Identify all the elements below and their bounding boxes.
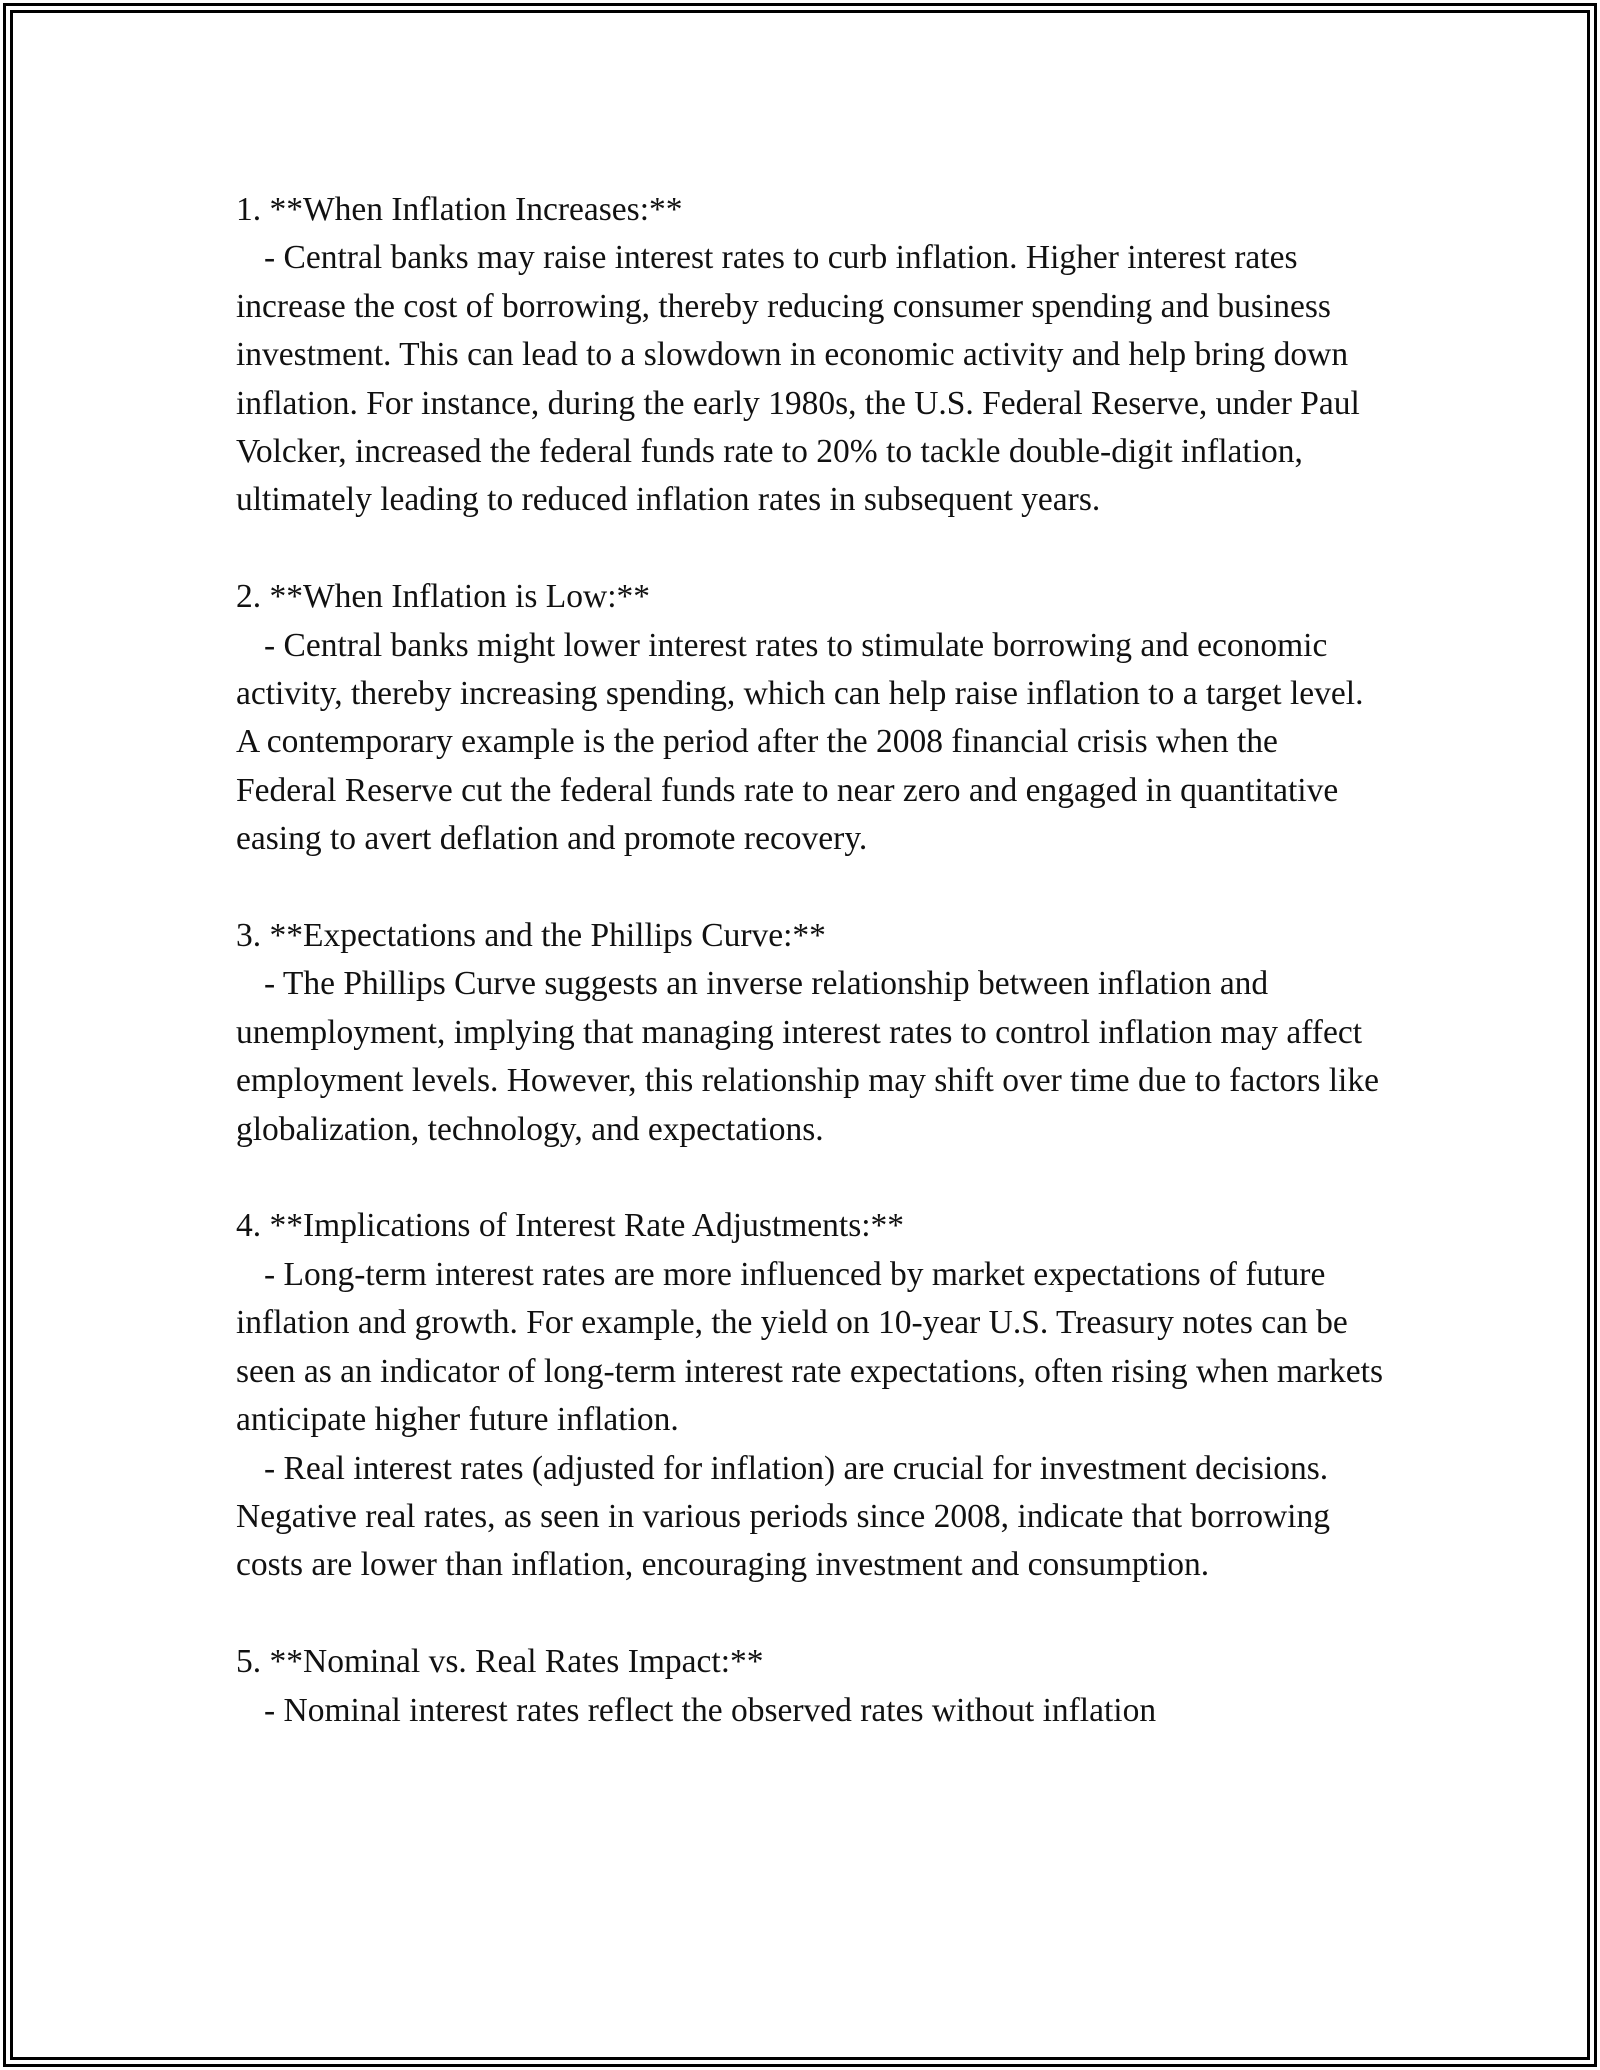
section-heading: 3. **Expectations and the Phillips Curve:** [236, 917, 826, 955]
section-body [236, 1251, 1386, 1590]
section-body [236, 622, 1386, 864]
section-heading: 1. **When Inflation Increases:** [236, 191, 683, 228]
section-nominal-vs-real-rates [236, 1638, 1386, 1735]
section-implications-rate-adjustments [236, 1202, 1386, 1589]
bullet-paragraph: - Real interest rates (adjusted for inflation) are crucial for investment decisions. Negative real rates, as seen in various periods since 2008, indicate that borrowing costs are lower than inflation, encouraging investment and consumption. [236, 1449, 1330, 1584]
section-body [236, 234, 1386, 524]
document-body [236, 186, 1386, 1783]
section-when-inflation-is-low [236, 573, 1386, 863]
section-body [236, 1687, 1386, 1735]
section-when-inflation-increases [236, 186, 1386, 525]
section-heading: 4. **Implications of Interest Rate Adjustments:** [236, 1207, 905, 1245]
bullet-paragraph: - Central banks might lower interest rates to stimulate borrowing and economic activity, thereby increasing spending, which can help raise inflation to a target level. A contemporary example is the period after the 2008 financial crisis when the Federal Reserve cut the federal funds rate to near zero and engaged in quantitative easing to avert deflation and promote recovery. [236, 626, 1364, 858]
section-heading: 2. **When Inflation is Low:** [236, 578, 651, 616]
section-heading: 5. **Nominal vs. Real Rates Impact:** [236, 1643, 764, 1681]
bullet-paragraph: - Central banks may raise interest rates to curb inflation. Higher interest rates increase the cost of borrowing, thereby reducing consumer spending and business investment. This can lead to a slowdown in economic activity and help bring down inflation. For instance, during the early 1980s, the U.S. Federal Reserve, under Paul Volcker, increased the federal funds rate to 20% to tackle double-digit inflation, ultimately leading to reduced inflation rates in subsequent years. [236, 239, 1360, 519]
bullet-paragraph: - Nominal interest rates reflect the observed rates without inflation [264, 1691, 1157, 1729]
section-expectations-phillips-curve [236, 912, 1386, 1154]
bullet-paragraph: - Long-term interest rates are more influenced by market expectations of future inflation and growth. For example, the yield on 10-year U.S. Treasury notes can be seen as an indicator of long-term interest rate expectations, often rising when markets anticipate higher future inflation. [236, 1255, 1383, 1439]
section-body [236, 960, 1386, 1154]
bullet-paragraph: - The Phillips Curve suggests an inverse relationship between inflation and unemployment, implying that managing interest rates to control inflation may affect employment levels. However, this relationship may shift over time due to factors like globalization, technology, and expectations. [236, 965, 1379, 1148]
